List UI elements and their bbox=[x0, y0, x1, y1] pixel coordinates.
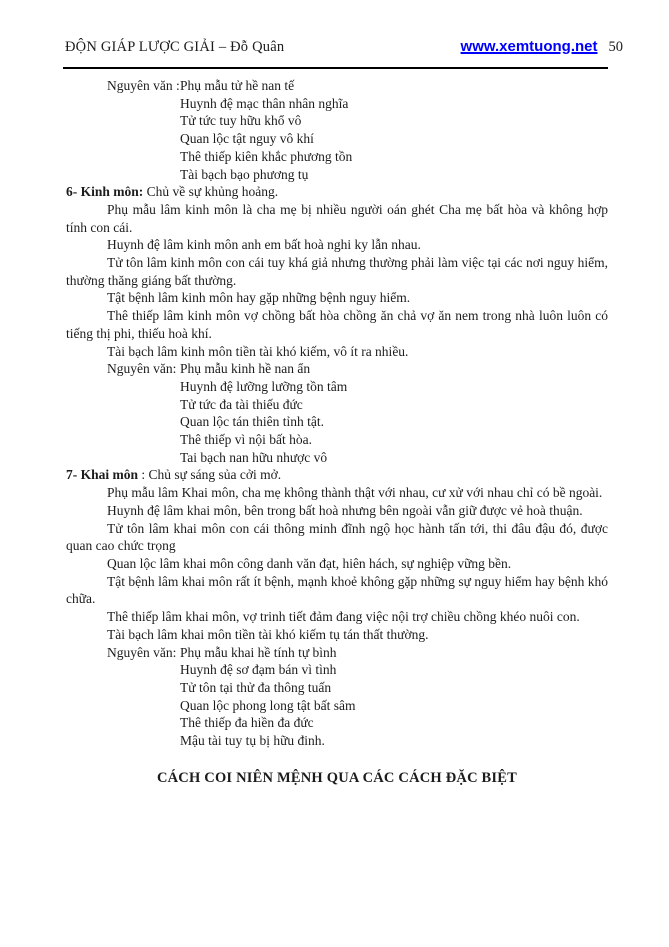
verse-line bbox=[107, 77, 608, 95]
paragraph: Phụ mẫu lâm kinh môn là cha mẹ bị nhiều người oán ghét Cha mẹ bất hòa và không hợp tính con cái. bbox=[66, 201, 608, 235]
paragraph: Tật bệnh lâm khai môn rất ít bệnh, mạnh khoẻ không gặp những sự nguy hiểm hay bệnh khó chữa. bbox=[66, 573, 608, 607]
document-title: ĐỘN GIÁP LƯỢC GIẢI – Đỗ Quân bbox=[65, 39, 285, 55]
section-summary: Chủ về sự khủng hoảng. bbox=[143, 184, 279, 200]
verse-line: Huynh đệ sơ đạm bán vì tình bbox=[180, 662, 337, 678]
verse-line: Thê thiếp kiên khắc phương tồn bbox=[180, 148, 353, 164]
verse-line: Thê thiếp đa hiền đa đức bbox=[180, 715, 314, 731]
verse-line: Tai bạch nan hữu nhược vô bbox=[180, 449, 328, 465]
verse-text: Phụ mẫu kinh hề nan ẩn bbox=[180, 361, 311, 377]
header-right bbox=[461, 38, 623, 56]
page-content bbox=[66, 77, 608, 787]
paragraph: Huynh đệ lâm khai môn, bên trong bất hoà nhưng bên ngoài vẫn giữ được vẻ hoà thuận. bbox=[107, 502, 583, 518]
verse-block-intro bbox=[66, 77, 608, 183]
chapter-heading: CÁCH COI NIÊN MỆNH QUA CÁC CÁCH ĐẶC BIỆT bbox=[156, 769, 518, 786]
verse-line bbox=[107, 360, 608, 378]
paragraph: Tài bạch lâm kinh môn tiền tài khó kiếm, vô ít ra nhiều. bbox=[107, 343, 409, 359]
verse-line: Tử tôn tại thử đa thông tuấn bbox=[180, 679, 332, 695]
paragraph: Tử tôn lâm khai môn con cái thông minh đĩnh ngộ học hành tấn tới, thi đâu đậu đó, được quan cao chức trọng bbox=[66, 520, 608, 554]
verse-line: Mậu tài tuy tụ bị hữu đinh. bbox=[180, 733, 325, 749]
paragraph: Quan lộc lâm khai môn công danh văn đạt, hiên hách, sự nghiệp vững bền. bbox=[107, 555, 512, 571]
verse-line: Tài bạch bạo phương tụ bbox=[180, 166, 309, 182]
page-header bbox=[65, 38, 623, 56]
paragraph: Tật bệnh lâm kinh môn hay gặp những bệnh nguy hiểm. bbox=[107, 290, 411, 306]
verse-line: Huynh đệ lưỡng lưỡng tồn tâm bbox=[180, 378, 348, 394]
verse-line: Quan lộc tán thiên tỉnh tật. bbox=[180, 414, 324, 430]
site-link[interactable]: www.xemtuong.net bbox=[460, 38, 598, 55]
verse-text: Phụ mẫu tử hề nan tế bbox=[180, 78, 295, 93]
verse-text: Phụ mẫu khai hề tính tự bình bbox=[180, 644, 337, 660]
paragraph: Tài bạch lâm khai môn tiền tài khó kiếm tụ tán thất thường. bbox=[107, 626, 429, 642]
header-divider bbox=[63, 67, 608, 69]
paragraph: Phụ mẫu lâm Khai môn, cha mẹ không thành thật với nhau, cư xử với nhau chỉ có bề ngoài. bbox=[107, 485, 603, 501]
verse-line: Tử tức tuy hữu khổ vô bbox=[180, 113, 302, 129]
section-summary: : Chủ sự sáng sủa cởi mở. bbox=[138, 467, 282, 483]
verse-block-kinh-mon bbox=[66, 360, 608, 466]
verse-label: Nguyên văn: bbox=[107, 644, 177, 660]
verse-label: Nguyên văn: bbox=[107, 361, 177, 377]
verse-line: Thê thiếp vì nội bất hòa. bbox=[180, 432, 312, 448]
section-heading-kinh-mon bbox=[66, 183, 608, 201]
page-number: 50 bbox=[608, 39, 623, 55]
verse-label: Nguyên văn : bbox=[107, 78, 180, 93]
section-number-label: 6- Kinh môn: bbox=[66, 184, 144, 200]
section-number-label: 7- Khai môn bbox=[66, 467, 139, 483]
paragraph: Thê thiếp lâm kinh môn vợ chồng bất hòa chồng ăn chả vợ ăn nem trong nhà luôn luôn có tiếng thị phi, thiếu hoà khí. bbox=[66, 308, 608, 341]
paragraph: Huynh đệ lâm kinh môn anh em bất hoà nghi ky lẫn nhau. bbox=[107, 237, 421, 253]
verse-line: Tử tức đa tài thiếu đức bbox=[180, 396, 303, 412]
verse-line: Quan lộc tật nguy vô khí bbox=[180, 131, 314, 147]
verse-line: Huynh đệ mạc thân nhân nghĩa bbox=[180, 95, 349, 111]
section-heading-khai-mon bbox=[66, 466, 608, 484]
verse-line bbox=[107, 644, 608, 662]
paragraph: Thê thiếp lâm khai môn, vợ trinh tiết đảm đang việc nội trợ chiều chồng khéo nuôi con. bbox=[107, 609, 580, 625]
paragraph: Tử tôn lâm kinh môn con cái tuy khá giả nhưng thường phải làm việc tại các nơi nguy hiểm, thường thăng giáng bất thường. bbox=[66, 255, 608, 288]
verse-line: Quan lộc phong long tật bất sâm bbox=[180, 697, 356, 713]
verse-block-khai-mon bbox=[66, 644, 608, 750]
